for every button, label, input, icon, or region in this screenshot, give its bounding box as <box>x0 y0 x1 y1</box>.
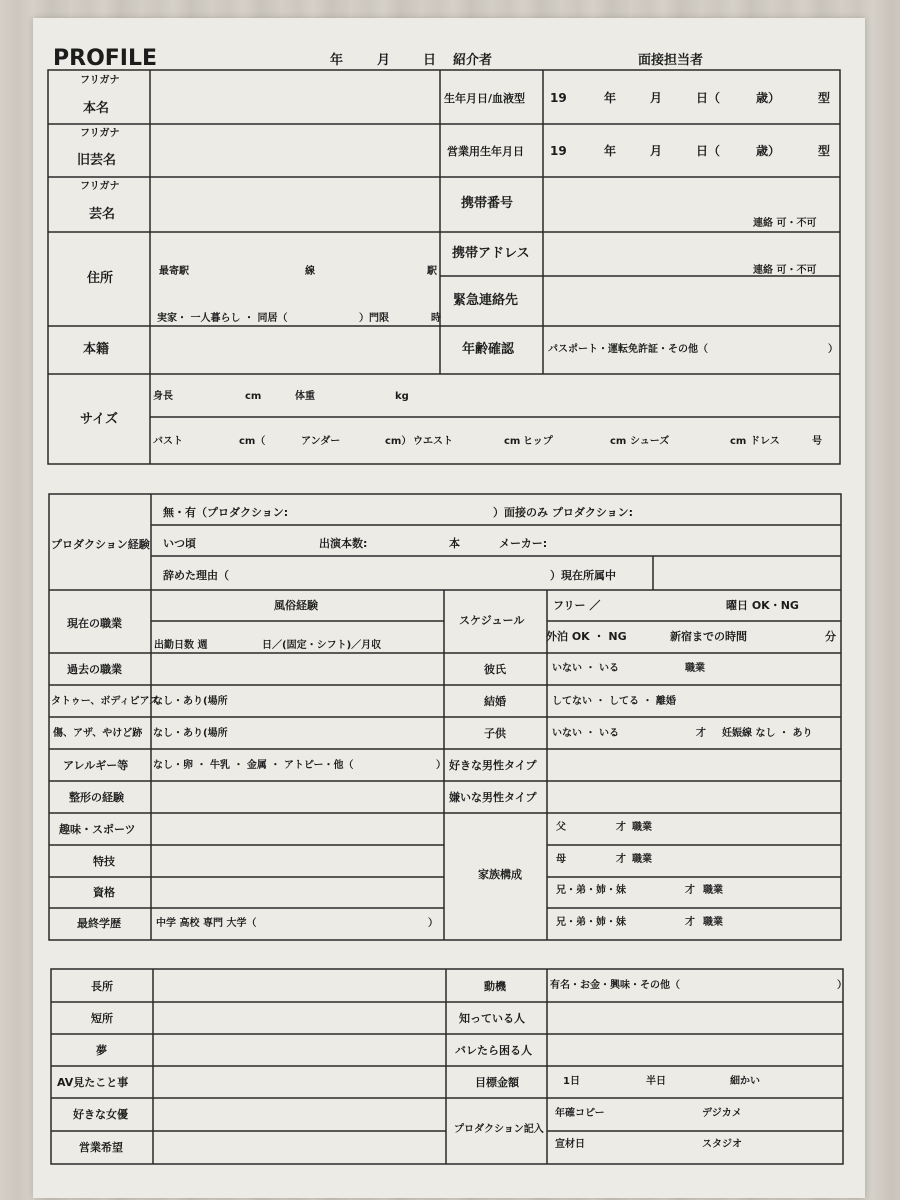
marriage-options: してない ・ してる ・ 離婚 <box>552 696 676 707</box>
weight-unit: kg <box>395 391 409 402</box>
production-notes-label: プロダクション記入 <box>454 1124 544 1135</box>
business-birth-month-unit: 月 <box>650 144 663 158</box>
scars-options: なし・あり(場所 <box>153 728 228 739</box>
av-watched-label: AV見たこと事 <box>57 1076 129 1089</box>
furigana-label: フリガナ <box>80 181 120 192</box>
when-label: いつ頃 <box>163 537 196 550</box>
trouble-if-found-label: バレたら困る人 <box>455 1044 532 1057</box>
size-label: サイズ <box>80 412 118 427</box>
one-day-label: 1日 <box>563 1076 580 1087</box>
detailed-label: 細かい <box>730 1076 760 1087</box>
motive-options: 有名・お金・興味・その他（ <box>550 980 680 991</box>
currently-affiliated-label: ）現在所属中 <box>550 569 616 582</box>
education-options: 中学 高校 専門 大学（ <box>156 918 257 929</box>
sibling-age-unit: 才 <box>685 917 695 928</box>
emergency-contact-label: 緊急連絡先 <box>453 293 519 308</box>
height-label: 身長 <box>153 391 173 402</box>
dream-label: 夢 <box>96 1044 107 1057</box>
marriage-label: 結婚 <box>484 695 506 708</box>
boyfriend-options: いない ・ いる <box>552 663 619 674</box>
blood-type-unit: 型 <box>818 91 831 105</box>
schedule-weekday: 曜日 OK・NG <box>726 599 799 612</box>
line-label: 線 <box>305 266 315 277</box>
pregnancy-lines-options: 妊娠線 なし ・ あり <box>722 728 813 739</box>
waist-label: ウエスト <box>413 436 453 447</box>
business-blood-type-unit: 型 <box>818 144 831 158</box>
furigana-label: フリガナ <box>80 128 120 139</box>
overnight-label: 外泊 OK ・ NG <box>546 630 627 643</box>
favorite-actress-label: 好きな女優 <box>73 1108 128 1121</box>
motive-options-close: ） <box>837 980 847 991</box>
shoes-unit: cm <box>730 436 747 447</box>
shoot-date-label: 宣材日 <box>555 1139 585 1150</box>
education-label: 最終学歴 <box>77 917 121 930</box>
work-days-label: 出勤日数 週 <box>154 640 208 651</box>
address-label: 住所 <box>87 271 114 286</box>
dress-label: ドレス <box>750 436 780 447</box>
bust-label: バスト <box>153 436 183 447</box>
digital-camera-label: デジカメ <box>702 1108 742 1119</box>
birth-blood-label: 生年月日/血液型 <box>444 92 526 105</box>
mobile-address-label: 携帯アドレス <box>452 246 530 261</box>
birth-day-unit: 日（ <box>696 91 721 105</box>
header-year-label: 年 <box>330 53 344 68</box>
curfew-time-unit: 時 <box>431 313 441 324</box>
living-situation-options: 実家・ 一人暮らし ・ 同居（ <box>157 313 288 324</box>
studio-label: スタジオ <box>702 1139 742 1150</box>
id-options: パスポート・運転免許証・その他（ <box>548 344 708 355</box>
profile-form-sheet <box>33 18 865 1198</box>
qualification-label: 資格 <box>93 886 115 899</box>
furigana-label: フリガナ <box>80 75 120 86</box>
appearances-label: 出演本数: <box>319 537 368 550</box>
education-options-close: ） <box>428 918 438 929</box>
sibling-job-label: 職業 <box>703 885 723 896</box>
introducer-label: 紹介者 <box>453 53 493 68</box>
mother-job-label: 職業 <box>632 854 652 865</box>
minutes-unit: 分 <box>825 630 836 643</box>
sibling-job-label: 職業 <box>703 917 723 928</box>
photocopy-label: 年確コピー <box>555 1108 605 1119</box>
age-verify-label: 年齢確認 <box>462 342 515 357</box>
appearances-unit: 本 <box>449 537 460 550</box>
mother-age-unit: 才 <box>616 854 626 865</box>
birth-year-unit: 年 <box>604 91 617 105</box>
half-day-label: 半日 <box>646 1076 666 1087</box>
who-knows-label: 知っている人 <box>459 1012 525 1025</box>
tattoo-label: タトゥー、ボディピアス <box>51 696 160 707</box>
interviewer-label: 面接担当者 <box>638 53 704 68</box>
motive-label: 動機 <box>484 980 506 993</box>
liked-type-label: 好きな男性タイプ <box>449 759 537 772</box>
shoes-label: シューズ <box>630 436 670 447</box>
target-amount-label: 目標金額 <box>475 1076 519 1089</box>
boyfriend-occupation: 職業 <box>685 663 705 674</box>
business-birth-century: 19 <box>550 144 567 158</box>
father-age-unit: 才 <box>616 822 626 833</box>
under-label: アンダー <box>301 436 341 447</box>
schedule-label: スケジュール <box>459 614 525 627</box>
birth-century: 19 <box>550 91 567 105</box>
hobby-label: 趣味・スポーツ <box>59 823 136 836</box>
children-label: 子供 <box>484 727 506 740</box>
interview-only-production: ）面接のみ プロダクション: <box>493 506 634 519</box>
curfew-label: ）門限 <box>359 313 389 324</box>
stage-name-label: 芸名 <box>89 207 116 222</box>
father-label: 父 <box>556 822 566 833</box>
height-unit: cm <box>245 391 262 402</box>
mobile-number-label: 携帯番号 <box>461 196 514 211</box>
children-options: いない ・ いる <box>552 728 619 739</box>
header-day-label: 日 <box>423 53 437 68</box>
production-exp-label: プロダクション経験 <box>51 538 150 551</box>
family-label: 家族構成 <box>478 868 522 881</box>
quit-reason-label: 辞めた理由（ <box>163 569 229 582</box>
birth-month-unit: 月 <box>650 91 663 105</box>
under-unit: cm） <box>385 436 412 447</box>
mobile-address-contact-ok: 連絡 可・不可 <box>753 265 817 276</box>
real-name-label: 本名 <box>83 101 110 116</box>
business-birth-label: 営業用生年月日 <box>447 145 524 158</box>
skill-label: 特技 <box>93 855 115 868</box>
dress-size-unit: 号 <box>812 436 822 447</box>
mobile-contact-ok: 連絡 可・不可 <box>753 218 817 229</box>
form-title: PROFILE <box>53 46 158 71</box>
sibling-label: 兄・弟・姉・妹 <box>556 885 626 896</box>
id-options-close: ） <box>828 344 838 355</box>
birth-age-unit: 歳） <box>756 91 781 105</box>
business-birth-year-unit: 年 <box>604 144 617 158</box>
children-age-unit: 才 <box>696 728 706 739</box>
scars-label: 傷、アザ、やけど跡 <box>53 728 143 739</box>
maker-label: メーカー: <box>499 537 548 550</box>
disliked-type-label: 嫌いな男性タイプ <box>449 791 537 804</box>
mother-label: 母 <box>556 854 566 865</box>
weaknesses-label: 短所 <box>91 1012 113 1025</box>
waist-unit: cm <box>504 436 521 447</box>
business-birth-age-unit: 歳） <box>756 144 781 158</box>
allergy-options-close: ） <box>436 760 446 771</box>
schedule-free: フリー ／ <box>553 599 601 612</box>
bust-unit: cm（ <box>239 436 266 447</box>
header-month-label: 月 <box>377 53 391 68</box>
strengths-label: 長所 <box>91 980 113 993</box>
sibling-label: 兄・弟・姉・妹 <box>556 917 626 928</box>
old-stage-name-label: 旧芸名 <box>77 153 117 168</box>
nearest-station-label: 最寄駅 <box>159 266 189 277</box>
hip-unit: cm <box>610 436 627 447</box>
father-job-label: 職業 <box>632 822 652 833</box>
business-birth-day-unit: 日（ <box>696 144 721 158</box>
domicile-label: 本籍 <box>83 342 110 357</box>
fuzoku-exp-label: 風俗経験 <box>274 599 318 612</box>
allergy-label: アレルギー等 <box>63 759 129 772</box>
hip-label: ヒップ <box>523 436 553 447</box>
allergy-options: なし・卵 ・ 牛乳 ・ 金属 ・ アトピー・他（ <box>153 760 354 771</box>
sales-wish-label: 営業希望 <box>79 1141 123 1154</box>
station-label: 駅 <box>427 266 437 277</box>
weight-label: 体重 <box>295 391 315 402</box>
production-none-yes: 無・有（プロダクション: <box>163 506 289 519</box>
time-to-shinjuku-label: 新宿までの時間 <box>670 630 747 643</box>
boyfriend-label: 彼氏 <box>484 663 506 676</box>
surgery-label: 整形の経験 <box>69 791 124 804</box>
days-fixed-shift-label: 日／(固定・シフト)／月収 <box>262 640 382 651</box>
current-job-label: 現在の職業 <box>67 617 122 630</box>
past-job-label: 過去の職業 <box>67 663 122 676</box>
tattoo-options: なし・あり(場所 <box>153 696 228 707</box>
sibling-age-unit: 才 <box>685 885 695 896</box>
